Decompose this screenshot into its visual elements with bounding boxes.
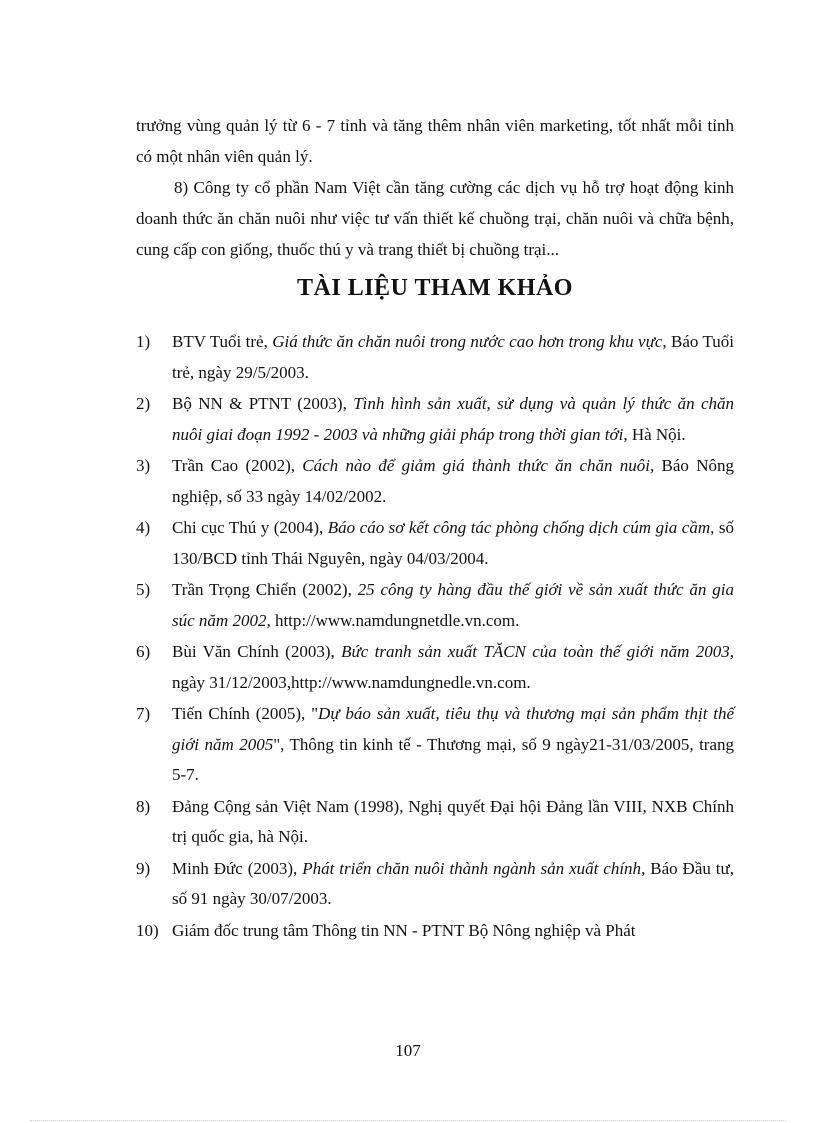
reference-title: Báo cáo sơ kết công tác phòng chống dịch cúm gia cầm [327, 518, 711, 537]
reference-number: 4) [136, 518, 151, 537]
reference-item [136, 451, 734, 512]
reference-title: Cách nào để giảm giá thành thức ăn chăn nuôi, [302, 456, 655, 475]
reference-number: 9) [136, 858, 151, 878]
body-paragraph: trưởng vùng quản lý từ 6 - 7 tỉnh và tăng thêm nhân viên marketing, tốt nhất mỗi tỉnh có một nhân viên quản lý. [136, 116, 734, 166]
page-number: 107 [395, 1041, 421, 1060]
reference-title: Giá thức ăn chăn nuôi trong nước cao hơn trong khu vực [272, 332, 663, 351]
reference-number: 8) [136, 796, 151, 816]
reference-author: Đảng Cộng sản Việt Nam (1998), Nghị quyết Đại hội Đảng lần VIII, NXB Chính trị quốc gia, hà Nội. [172, 796, 734, 846]
reference-author: Giám đốc trung tâm Thông tin NN - PTNT Bộ Nông nghiệp và Phát [172, 920, 636, 940]
body-paragraph: 8) Công ty cổ phần Nam Việt cần tăng cường các dịch vụ hỗ trợ hoạt động kinh doanh thức ăn chăn nuôi như việc tư vấn thiết kế chuồng trại, chăn nuôi và chữa bệnh, cung cấp con giống, thuốc thú y và trang thiết bị chuồng trại... [136, 178, 734, 259]
reference-item [136, 699, 734, 791]
reference-source: , Báo Tuổi trẻ, ngày 29/5/2003. [172, 332, 734, 382]
reference-author: Trần Cao (2002), [172, 456, 303, 475]
reference-number: 3) [136, 456, 151, 475]
reference-title: Phát triển chăn nuôi thành ngành sản xuất chính [302, 858, 642, 878]
reference-author: BTV Tuổi trẻ, [172, 332, 273, 351]
reference-item [136, 792, 734, 853]
reference-source: , ngày 31/12/2003,http://www.namdungnedle.vn.com. [172, 642, 734, 692]
reference-author: Bộ NN & PTNT (2003), [172, 394, 354, 413]
reference-item [136, 389, 734, 450]
reference-author: Trần Trọng Chiến (2002), [172, 580, 358, 599]
reference-source: Báo Nông nghiệp, số 33 ngày 14/02/2002. [172, 456, 734, 506]
reference-number: 7) [136, 704, 151, 723]
reference-author: Tiến Chính (2005), " [172, 704, 319, 723]
reference-number: 1) [136, 332, 151, 351]
reference-number: 10) [136, 920, 159, 940]
reference-title: Bức tranh sản xuất TĂCN của toàn thế giới năm 2003 [341, 642, 730, 661]
reference-number: 6) [136, 642, 151, 661]
reference-source: , http://www.namdungnetdle.vn.com. [266, 610, 520, 630]
reference-item [136, 327, 734, 388]
reference-item [136, 637, 734, 698]
reference-item [136, 854, 734, 915]
reference-item [136, 513, 734, 574]
references-heading: TÀI LIỆU THAM KHẢO [297, 275, 573, 301]
reference-title: 25 công ty hàng đầu thế giới về sản xuất thức ăn gia súc năm 2002 [172, 580, 734, 630]
reference-title: Tình hình sản xuất, sử dụng và quản lý thức ăn chăn nuôi giai đoạn 1992 - 2003 và những giải pháp trong thời gian tới [172, 394, 734, 444]
reference-number: 5) [136, 580, 151, 599]
reference-source: , Hà Nội. [623, 424, 686, 444]
reference-source: , Báo Đầu tư, số 91 ngày 30/07/2003. [172, 858, 734, 908]
reference-number: 2) [136, 394, 151, 413]
reference-source: ", Thông tin kinh tế - Thương mại, số 9 ngày21-31/03/2005, trang 5-7. [172, 734, 734, 784]
reference-author: Chi cục Thú y (2004), [172, 518, 328, 537]
page-bottom-divider [30, 1120, 786, 1121]
reference-list [136, 327, 734, 947]
reference-source: , số 130/BCD tỉnh Thái Nguyên, ngày 04/03/2004. [172, 518, 734, 568]
reference-item [136, 575, 734, 636]
reference-title: Dự báo sản xuất, tiêu thụ và thương mại sản phẩm thịt thế giới năm 2005 [172, 704, 735, 754]
reference-author: Minh Đức (2003), [172, 858, 303, 878]
reference-item [136, 916, 734, 947]
reference-author: Bùi Văn Chính (2003), [172, 642, 342, 661]
